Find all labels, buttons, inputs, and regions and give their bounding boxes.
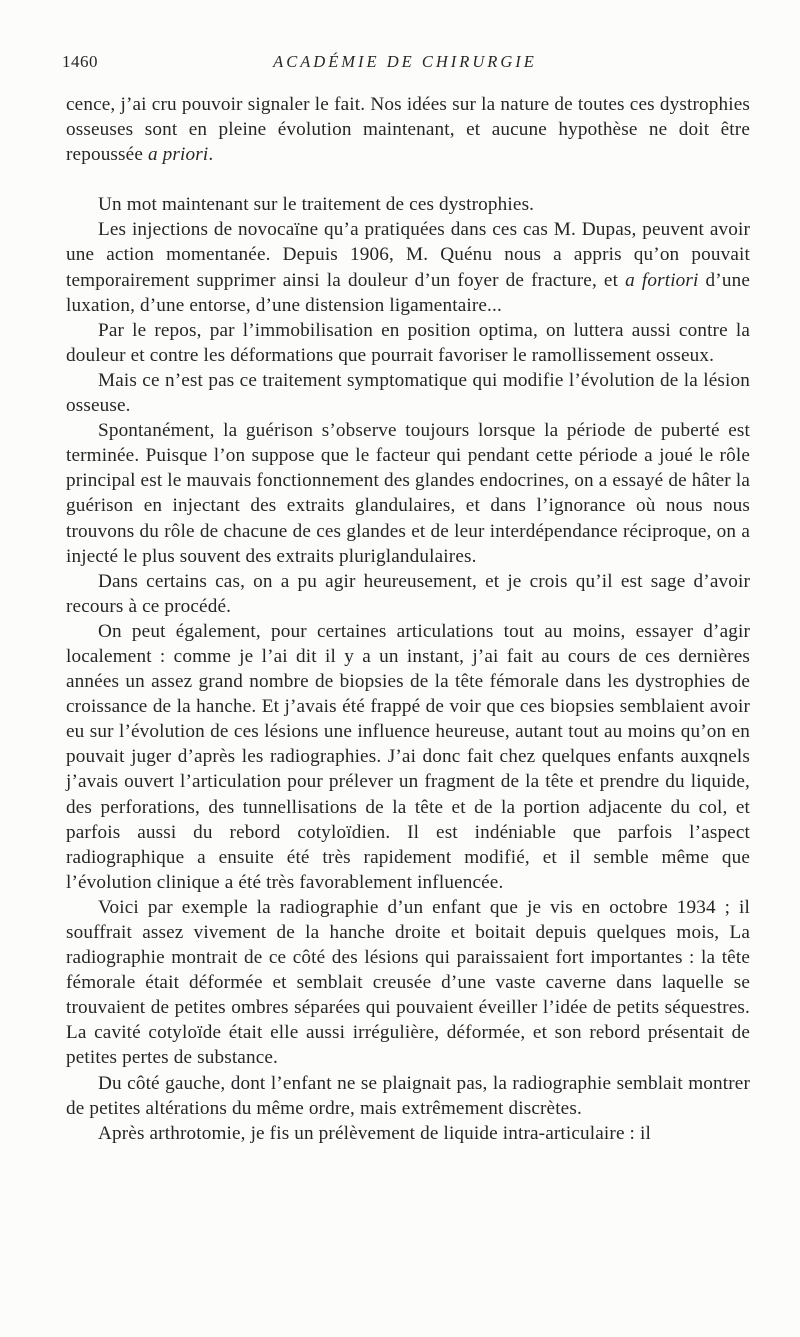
page-header bbox=[62, 52, 748, 76]
text-run: Les injections de novocaïne qu’a pratiquées dans ces cas M. Dupas, peuvent avoir une action momentanée. Depuis 1906, M. Quénu nous a appris qu’on pouvait temporairement supprimer ainsi la douleur d’un foyer de fracture, et bbox=[66, 219, 750, 291]
page-number: 1460 bbox=[62, 52, 98, 71]
paragraph bbox=[66, 368, 750, 418]
paragraph bbox=[66, 1071, 750, 1121]
paragraph bbox=[66, 92, 750, 167]
text-run: On peut également, pour certaines articulations tout au moins, essayer d’agir localement : comme je l’ai dit il y a un instant, j’ai fait au cours de ces dernières années un assez grand nombre de biopsies de la tête fémorale dans les dystrophies de croissance de la hanche. Et j’avais été frappé de voir que ces biopsies semblaient avoir eu sur l’évolution de ces lésions une influence heureuse, autant tout au moins qu’on en pouvait juger d’après les radiographies. J’ai donc fait chez quelques enfants auxqnels j’avais ouvert l’articulation pour prélever un fragment de la tête et prendre du liquide, des perforations, des tunnellisations de la tête et de la portion adjacente du col, et parfois aussi du rebord cotyloïdien. Il est indéniable que parfois l’aspect radiographique a ensuite été très rapidement modifié, et il semble même que l’évolution clinique a été très favorablement influencée. bbox=[66, 620, 750, 893]
paragraph bbox=[66, 569, 750, 619]
paragraph bbox=[66, 192, 750, 217]
text-run: Un mot maintenant sur le traitement de ces dystrophies. bbox=[98, 194, 535, 216]
text-run: d’une luxation, d’une entorse, d’une distension ligamentaire... bbox=[66, 269, 750, 316]
text-run: . bbox=[208, 144, 214, 166]
text-run: Voici par exemple la radiographie d’un enfant que je vis en octobre 1934 ; il souffrait assez vivement de la hanche droite et boitait depuis quelques mois, La radiographie montrait de ce côté des lésions qui paraissaient fort importantes : la tête fémorale était déformée et semblait creusée d’une vaste caverne dans laquelle se trouvaient de petites ombres séparées qui pouvaient éveiller l’idée de petits séquestres. La cavité cotyloïde était elle aussi irrégulière, déformée, et son rebord présentait de petites pertes de substance. bbox=[66, 896, 750, 1069]
paragraph bbox=[66, 318, 750, 368]
text-run: Dans certains cas, on a pu agir heureusement, et je crois qu’il est sage d’avoir recours à ce procédé. bbox=[66, 570, 750, 617]
text-run: cence, j’ai cru pouvoir signaler le fait. Nos idées sur la nature de toutes ces dystrophies osseuses sont en pleine évolution maintenant, et aucune hypothèse ne doit être repoussée bbox=[66, 94, 750, 166]
text-run: Mais ce n’est pas ce traitement symptomatique qui modifie l’évolution de la lésion osseuse. bbox=[66, 369, 750, 417]
paragraph bbox=[66, 418, 750, 569]
paragraph bbox=[66, 895, 750, 1071]
body-text bbox=[66, 92, 750, 1146]
paragraph bbox=[66, 217, 750, 317]
paragraph bbox=[66, 1121, 750, 1146]
italic-text: a fortiori bbox=[625, 269, 699, 291]
italic-text: a priori bbox=[147, 144, 209, 166]
text-run: Spontanément, la guérison s’observe toujours lorsque la période de puberté est terminée. Puisque l’on suppose que le facteur qui pendant cette période a joué le rôle principal est le mauvais fonctionnement des glandes endocrines, on a essayé de hâter la guérison en injectant des extraits glandulaires, et dans l’ignorance où nous nous trouvons du rôle de chacune de ces glandes et de leur interdépendance réciproque, on a injecté le plus souvent des extraits pluriglandulaires. bbox=[66, 420, 750, 567]
text-run: Par le repos, par l’immobilisation en position optima, on luttera aussi contre la douleur et contre les déformations que pourrait favoriser le ramollissement osseux. bbox=[66, 319, 750, 366]
text-run: Après arthrotomie, je fis un prélèvement de liquide intra-articulaire : il bbox=[98, 1122, 651, 1144]
text-run: Du côté gauche, dont l’enfant ne se plaignait pas, la radiographie semblait montrer de petites altérations du même ordre, mais extrêmement discrètes. bbox=[66, 1072, 750, 1119]
running-head: ACADÉMIE DE CHIRURGIE bbox=[273, 52, 537, 71]
paragraph bbox=[66, 619, 750, 895]
